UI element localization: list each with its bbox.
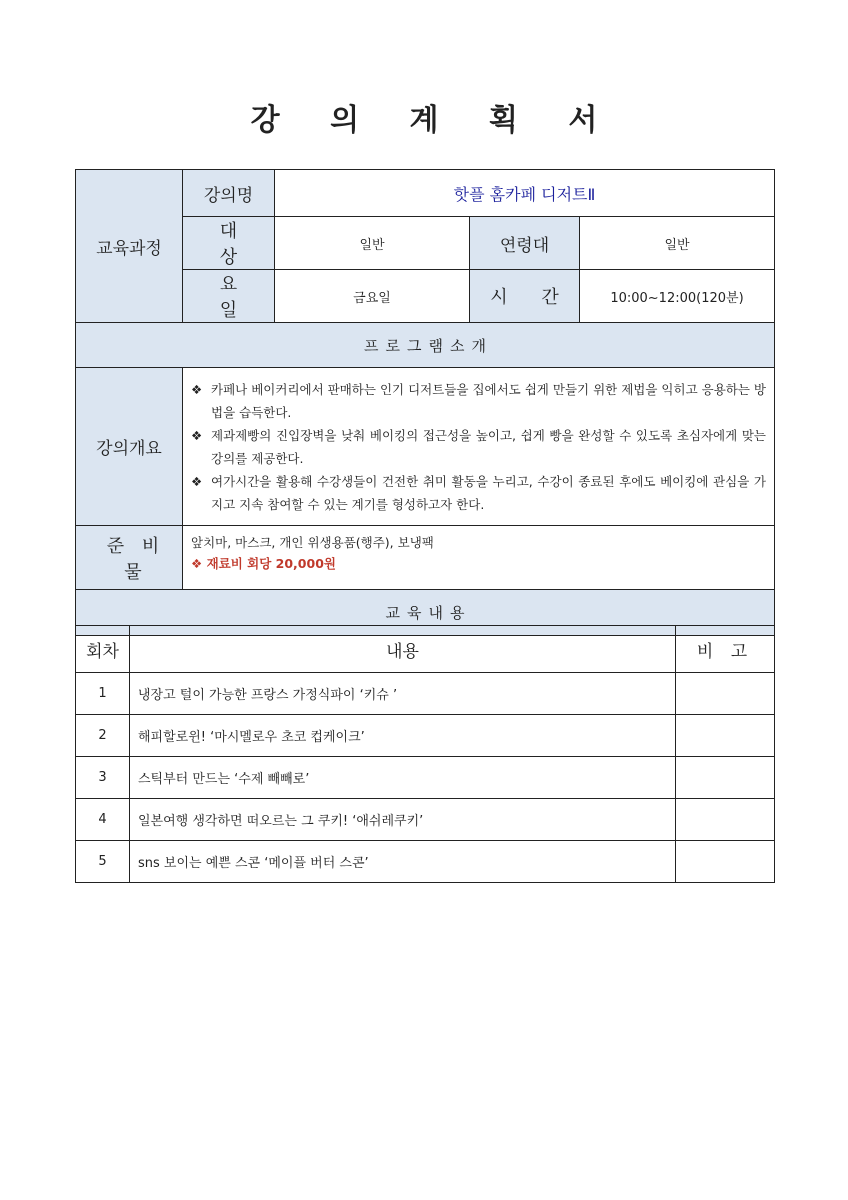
prep-items: 앞치마, 마스크, 개인 위생용품(행주), 보냉팩: [191, 535, 434, 550]
session-content: sns 보이는 예쁜 스콘 ‘메이플 버터 스콘’: [130, 841, 676, 883]
session-note: [676, 841, 775, 883]
session-number: 1: [76, 673, 130, 715]
session-header: 회차: [76, 626, 130, 673]
target-label: 대 상: [183, 217, 275, 270]
session-number: 3: [76, 757, 130, 799]
table-row: [76, 757, 775, 799]
overview-content: [183, 368, 775, 526]
day-label: 요 일: [183, 270, 275, 323]
session-note: [676, 715, 775, 757]
time-value: 10:00~12:00(120분): [580, 270, 775, 323]
overview-item: ❖ 카페나 베이커리에서 판매하는 인기 디저트들을 집에서도 쉽게 만들기 위한 제법을 익히고 응용하는 방법을 습득한다.: [191, 378, 766, 424]
document-title: 강 의 계 획 서: [250, 103, 618, 138]
table-row: [76, 715, 775, 757]
age-label: 연령대: [470, 217, 580, 270]
target-value: 일반: [275, 217, 470, 270]
session-number: 4: [76, 799, 130, 841]
course-group-label: 교육과정: [76, 170, 183, 323]
bullet-icon: ❖: [191, 556, 203, 571]
table-row: [76, 841, 775, 883]
session-note: [676, 799, 775, 841]
prep-label: 준 비 물: [76, 526, 183, 590]
overview-label: 강의개요: [76, 368, 183, 526]
session-number: 2: [76, 715, 130, 757]
time-label: 시 간: [470, 270, 580, 323]
bullet-icon: ❖: [191, 473, 203, 489]
session-number: 5: [76, 841, 130, 883]
overview-item: ❖ 여가시간을 활용해 수강생들이 건전한 취미 활동을 누리고, 수강이 종료된 후에도 베이킹에 관심을 가지고 지속 참여할 수 있는 계기를 형성하고자 한다.: [191, 470, 766, 516]
session-content: 해피할로윈! ‘마시멜로우 초코 컵케이크’: [130, 715, 676, 757]
bullet-icon: ❖: [191, 427, 203, 443]
bullet-icon: ❖: [191, 381, 203, 397]
session-content: 스틱부터 만드는 ‘수제 빼빼로’: [130, 757, 676, 799]
prep-content: [183, 526, 775, 590]
day-value: 금요일: [275, 270, 470, 323]
fee-line: [191, 553, 766, 574]
session-content: 일본여행 생각하면 떠오르는 그 쿠키! ‘애쉬레쿠키’: [130, 799, 676, 841]
session-note: [676, 757, 775, 799]
overview-item: ❖ 제과제빵의 진입장벽을 낮춰 베이킹의 접근성을 높이고, 쉽게 빵을 완성할 수 있도록 초심자에게 맞는 강의를 제공한다.: [191, 424, 766, 470]
course-name-label: 강의명: [183, 170, 275, 217]
info-table: [75, 169, 775, 636]
plan-table: [75, 625, 775, 883]
session-note: [676, 673, 775, 715]
fee-text: 재료비 회당 20,000원: [206, 556, 336, 571]
table-row: [76, 799, 775, 841]
program-section-header: 프로그램소개: [76, 323, 775, 368]
note-header: 비 고: [676, 626, 775, 673]
table-row: [76, 673, 775, 715]
course-name-value: 핫플 홈카페 디저트Ⅱ: [275, 170, 775, 217]
content-section-header: 교육내용: [76, 590, 775, 636]
session-content: 냉장고 털이 가능한 프랑스 가정식파이 ‘키슈 ’: [130, 673, 676, 715]
age-value: 일반: [580, 217, 775, 270]
content-header: 내용: [130, 626, 676, 673]
